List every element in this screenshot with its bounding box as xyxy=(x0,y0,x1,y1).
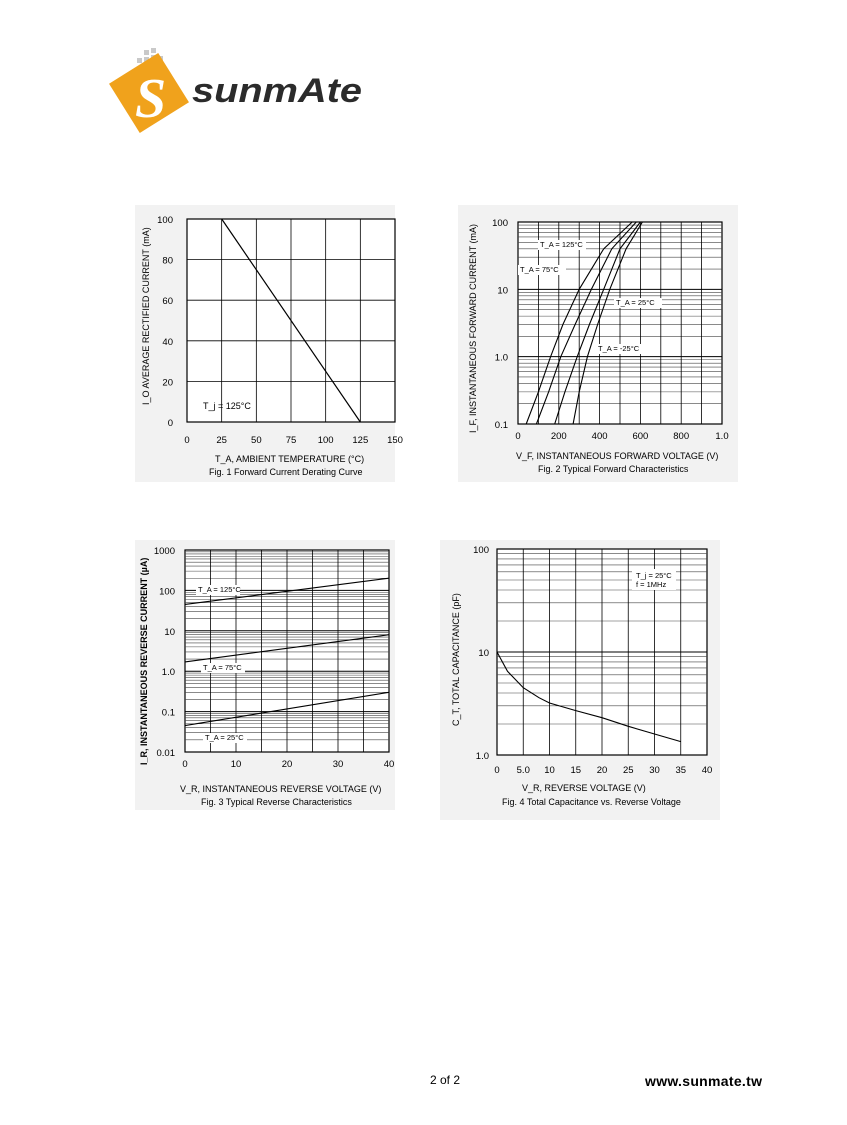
fig2-x-tick: 1.0 xyxy=(715,431,729,442)
fig2-series-label: T_A = 125°C xyxy=(540,240,583,249)
fig4-x-tick: 40 xyxy=(701,765,713,776)
fig1-panel xyxy=(135,205,403,485)
fig3-plot-area xyxy=(154,546,394,770)
fig4-x-tick: 35 xyxy=(675,765,687,776)
fig4-y-tick: 100 xyxy=(473,545,489,556)
fig2-y-tick: 100 xyxy=(492,218,508,229)
fig4-ylabel: C_T, TOTAL CAPACITANCE (pF) xyxy=(451,593,461,726)
fig1-y-tick: 20 xyxy=(162,377,173,389)
fig2-x-tick: 200 xyxy=(550,431,567,442)
fig1-annotation: T_j = 125°C xyxy=(203,401,251,411)
fig2-y-tick: 1.0 xyxy=(494,352,508,364)
fig1-x-tick: 0 xyxy=(184,435,190,446)
fig1-y-tick: 80 xyxy=(162,255,173,267)
fig2-x-tick: 0 xyxy=(515,431,521,442)
fig1-xlabel: T_A, AMBIENT TEMPERATURE (°C) xyxy=(215,454,365,464)
fig4-panel xyxy=(440,540,720,820)
fig4-x-tick: 0 xyxy=(494,765,500,776)
fig3-y-tick: 0.01 xyxy=(156,748,175,759)
fig1-y-tick: 60 xyxy=(162,296,173,308)
fig4-x-tick: 5.0 xyxy=(516,765,530,776)
fig1-chart xyxy=(135,205,420,490)
fig2-xlabel: V_F, INSTANTANEOUS FORWARD VOLTAGE (V) xyxy=(516,451,719,461)
fig1-x-tick: 50 xyxy=(251,435,262,446)
fig4-caption: Fig. 4 Total Capacitance vs. Reverse Voltage xyxy=(502,797,681,807)
fig4-chart xyxy=(440,540,725,825)
logo-mark: S xyxy=(135,68,167,130)
fig3-x-tick: 30 xyxy=(332,759,344,770)
page-number: 2 of 2 xyxy=(430,1073,461,1087)
fig2-chart xyxy=(458,205,743,490)
footer-url[interactable]: www.sunmate.tw xyxy=(645,1073,763,1089)
fig1-plot-area xyxy=(157,215,403,446)
fig4-plot-area xyxy=(473,545,712,776)
fig3-y-tick: 1000 xyxy=(153,546,175,557)
fig3-caption: Fig. 3 Typical Reverse Characteristics xyxy=(201,797,352,807)
fig3-x-tick: 20 xyxy=(281,759,293,770)
fig2-panel xyxy=(458,205,738,485)
fig2-series-label: T_A = -25°C xyxy=(598,344,640,353)
fig1-x-tick: 100 xyxy=(317,435,334,446)
fig3-ylabel: I_R, INSTANTANEOUS REVERSE CURRENT (µA) xyxy=(139,557,149,765)
fig1-ylabel: I_O AVERAGE RECTIFIED CURRENT (mA) xyxy=(141,227,151,405)
fig3-y-tick: 1.0 xyxy=(161,667,175,679)
fig3-series-label: T_A = 25°C xyxy=(205,733,244,742)
fig3-panel xyxy=(135,540,395,810)
fig4-x-tick: 25 xyxy=(622,765,634,776)
fig3-series-label: T_A = 75°C xyxy=(203,663,242,672)
fig2-y-tick: 0.1 xyxy=(494,420,508,431)
fig1-x-tick: 150 xyxy=(387,435,403,446)
fig1-x-tick: 125 xyxy=(352,435,369,446)
fig4-x-tick: 15 xyxy=(570,765,582,776)
fig3-series-label: T_A = 125°C xyxy=(198,585,241,594)
sunmate-logo xyxy=(100,44,370,140)
fig1-y-tick: 40 xyxy=(162,336,173,348)
fig2-series-label: T_A = 75°C xyxy=(520,265,559,274)
fig3-chart xyxy=(135,540,420,825)
fig3-x-tick: 10 xyxy=(230,759,242,770)
fig4-y-tick: 10 xyxy=(478,648,489,659)
fig4-xlabel: V_R, REVERSE VOLTAGE (V) xyxy=(522,783,646,793)
fig1-x-tick: 75 xyxy=(285,435,297,446)
fig4-x-tick: 10 xyxy=(544,765,555,776)
fig2-x-tick: 800 xyxy=(673,431,690,442)
fig4-annotation-2: f = 1MHz xyxy=(636,580,667,589)
fig3-x-tick: 0 xyxy=(182,759,188,770)
fig1-y-tick: 100 xyxy=(157,215,173,226)
logo-wordmark: sunmAte xyxy=(192,72,362,110)
fig3-x-tick: 40 xyxy=(383,759,395,770)
fig1-y-tick: 0 xyxy=(167,418,173,429)
fig4-annotation-1: T_j = 25°C xyxy=(636,571,672,580)
fig3-y-tick: 0.1 xyxy=(161,707,175,719)
fig3-y-tick: 100 xyxy=(159,586,175,598)
fig4-x-tick: 20 xyxy=(596,765,608,776)
fig2-y-tick: 10 xyxy=(497,285,508,297)
fig3-y-tick: 10 xyxy=(164,626,175,638)
fig2-ylabel: I_F, INSTANTANEOUS FORWARD CURRENT (mA) xyxy=(468,223,478,433)
fig4-y-tick: 1.0 xyxy=(475,751,489,762)
fig1-caption: Fig. 1 Forward Current Derating Curve xyxy=(209,467,363,477)
fig2-plot-area xyxy=(492,218,728,442)
fig2-x-tick: 400 xyxy=(591,431,608,442)
fig2-series-label: T_A = 25°C xyxy=(616,298,655,307)
fig3-xlabel: V_R, INSTANTANEOUS REVERSE VOLTAGE (V) xyxy=(180,784,382,794)
fig2-caption: Fig. 2 Typical Forward Characteristics xyxy=(538,464,689,474)
fig4-x-tick: 30 xyxy=(649,765,660,776)
fig2-x-tick: 600 xyxy=(632,431,649,442)
fig1-x-tick: 25 xyxy=(216,435,227,446)
